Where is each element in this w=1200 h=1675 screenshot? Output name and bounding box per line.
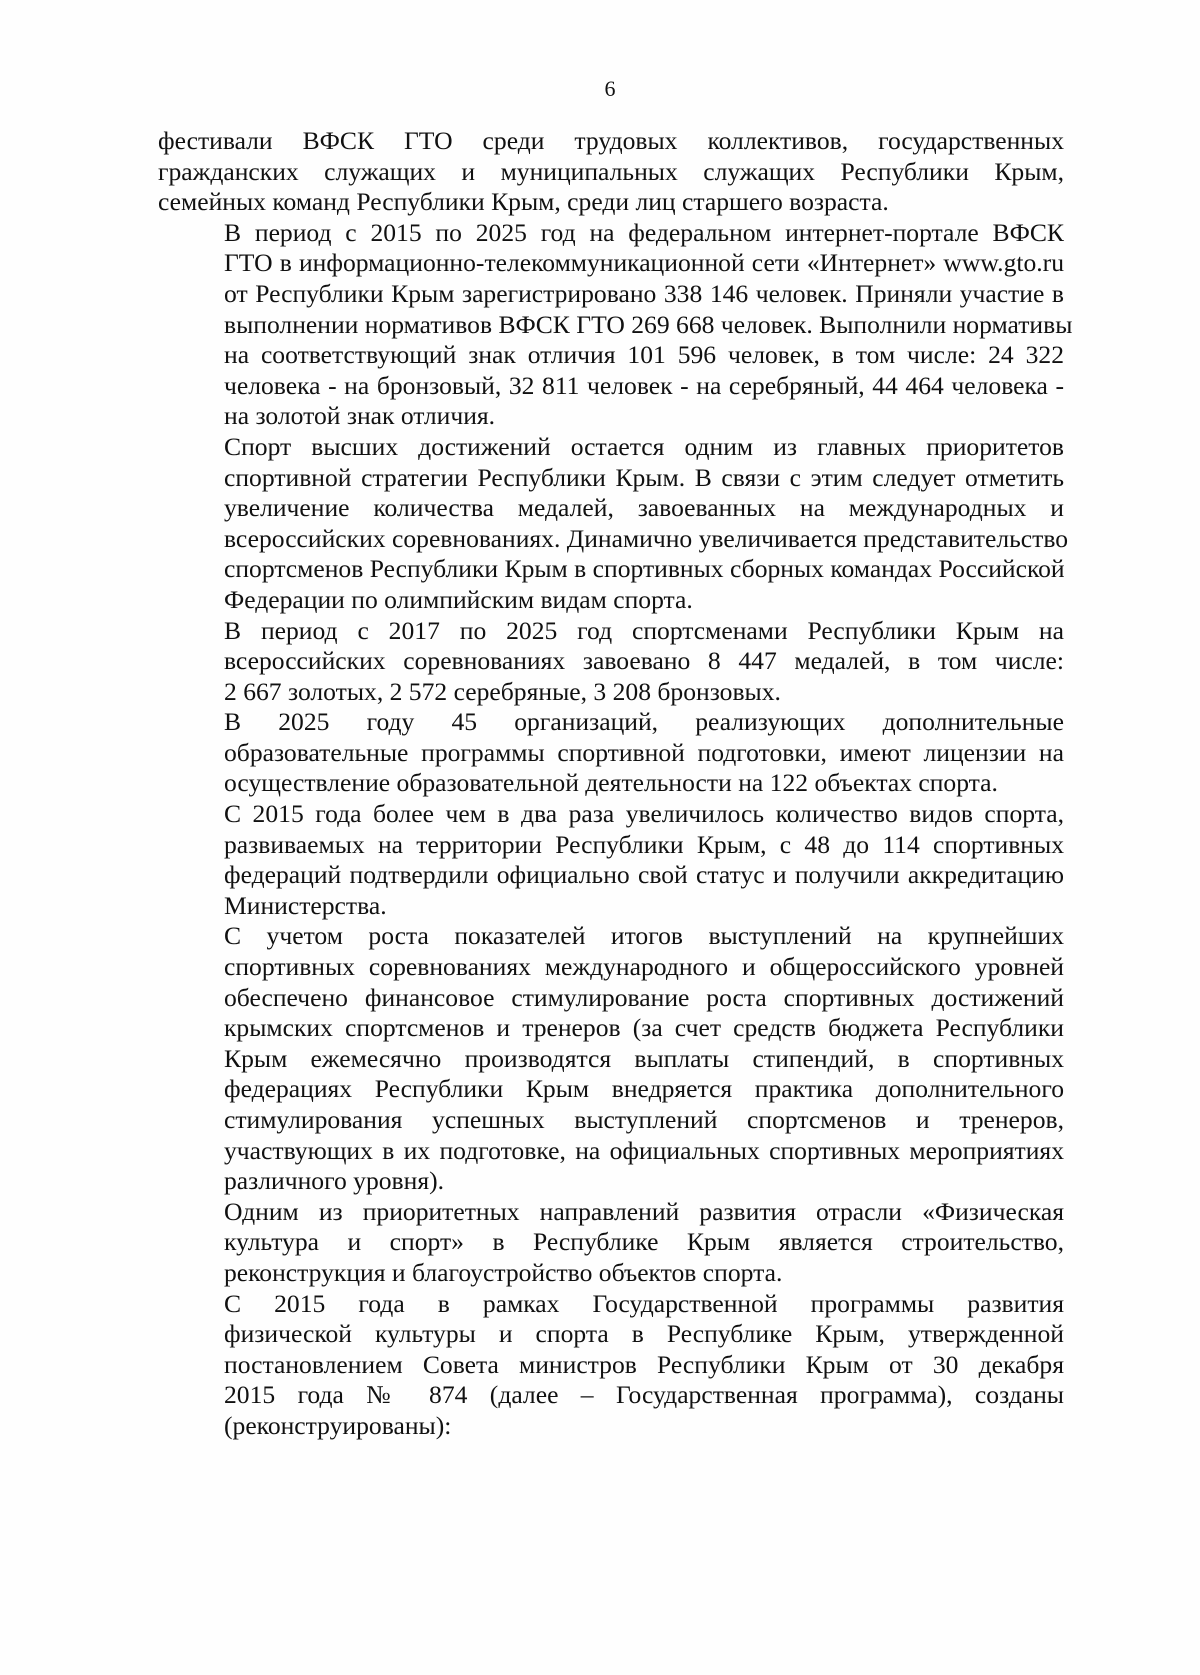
text-line: С 2015 года в рамках Государственной программы развития	[224, 1288, 1064, 1318]
paragraph	[158, 921, 1064, 1196]
text-line: всероссийских соревнованиях. Динамично увеличивается представительство	[224, 523, 1069, 553]
text-line: постановлением Совета министров Республики Крым от 30 декабря	[224, 1349, 1064, 1379]
paragraph	[158, 126, 1064, 218]
text-line: Министерства.	[224, 890, 387, 920]
text-line: всероссийских соревнованиях завоевано 8 447 медалей, в том числе:	[224, 646, 1064, 676]
text-line: Одним из приоритетных направлений развития отрасли «Физическая	[224, 1196, 1064, 1226]
text-line: реконструкция и благоустройство объектов спорта.	[224, 1257, 783, 1287]
text-line: человека - на бронзовый, 32 811 человек - на серебряный, 44 464 человека -	[224, 370, 1064, 400]
text-line: крымских спортсменов и тренеров (за счет средств бюджета Республики	[224, 1013, 1064, 1043]
text-line: развиваемых на территории Республики Крым, с 48 до 114 спортивных	[224, 829, 1064, 859]
text-line: на соответствующий знак отличия 101 596 человек, в том числе: 24 322	[224, 340, 1064, 370]
paragraph	[158, 217, 1073, 432]
paragraph	[158, 707, 1064, 799]
text-line: С учетом роста показателей итогов выступлений на крупнейших	[224, 921, 1064, 951]
text-line: гражданских служащих и муниципальных служащих Республики Крым,	[158, 156, 1064, 186]
text-line: спортивной стратегии Республики Крым. В связи с этим следует отметить	[224, 462, 1064, 492]
text-line: семейных команд Республики Крым, среди лиц старшего возраста.	[158, 187, 889, 217]
paragraph	[158, 431, 1069, 616]
text-line: Спорт высших достижений остается одним из главных приоритетов	[224, 431, 1064, 461]
paragraph	[158, 1289, 1064, 1442]
text-line: культура и спорт» в Республике Крым является строительство,	[224, 1227, 1064, 1257]
text-line: участвующих в их подготовке, на официальных спортивных мероприятиях	[224, 1135, 1064, 1165]
text-line: образовательные программы спортивной подготовки, имеют лицензии на	[224, 737, 1064, 767]
paragraph	[158, 616, 1064, 708]
text-line: спортсменов Республики Крым в спортивных сборных командах Российской	[224, 554, 1065, 584]
text-line: выполнении нормативов ВФСК ГТО 269 668 человек. Выполнили нормативы	[224, 309, 1073, 339]
text-line: осуществление образовательной деятельности на 122 объектах спорта.	[224, 768, 998, 798]
text-line: ГТО в информационно-телекоммуникационной сети «Интернет» www.gto.ru	[224, 248, 1064, 278]
text-line: физической культуры и спорта в Республике Крым, утвержденной	[224, 1319, 1064, 1349]
text-line: 2015 года № 874 (далее – Государственная программа), созданы	[224, 1380, 1064, 1410]
text-line: фестивали ВФСК ГТО среди трудовых коллективов, государственных	[158, 126, 1064, 155]
text-line: В период с 2017 по 2025 год спортсменами Республики Крым на	[224, 615, 1064, 645]
text-line: В период с 2015 по 2025 год на федеральном интернет-портале ВФСК	[224, 217, 1064, 247]
text-line: различного уровня).	[224, 1166, 445, 1196]
text-line: С 2015 года более чем в два раза увеличилось количество видов спорта,	[224, 799, 1064, 829]
text-line: спортивных соревнованиях международного и общероссийского уровней	[224, 952, 1064, 982]
text-line: Федерации по олимпийским видам спорта.	[224, 584, 693, 614]
text-line: В 2025 году 45 организаций, реализующих дополнительные	[224, 707, 1064, 737]
text-line: от Республики Крым зарегистрировано 338 146 человек. Приняли участие в	[224, 278, 1064, 308]
text-line: Крым ежемесячно производятся выплаты стипендий, в спортивных	[224, 1043, 1064, 1073]
text-line: обеспечено финансовое стимулирование роста спортивных достижений	[224, 982, 1064, 1012]
text-line: увеличение количества медалей, завоеванных на международных и	[224, 493, 1064, 523]
text-line: 2 667 золотых, 2 572 серебряные, 3 208 бронзовых.	[224, 676, 781, 706]
page-number: 6	[604, 76, 616, 101]
text-line: стимулирования успешных выступлений спортсменов и тренеров,	[224, 1105, 1064, 1134]
text-line: федераций подтвердили официально свой статус и получили аккредитацию	[224, 860, 1064, 890]
paragraph	[158, 799, 1064, 921]
paragraph	[158, 1197, 1064, 1289]
text-line: на золотой знак отличия.	[224, 401, 496, 431]
document-body	[158, 126, 1073, 1442]
text-line: (реконструированы):	[224, 1410, 452, 1440]
text-line: федерациях Республики Крым внедряется практика дополнительного	[224, 1074, 1064, 1104]
